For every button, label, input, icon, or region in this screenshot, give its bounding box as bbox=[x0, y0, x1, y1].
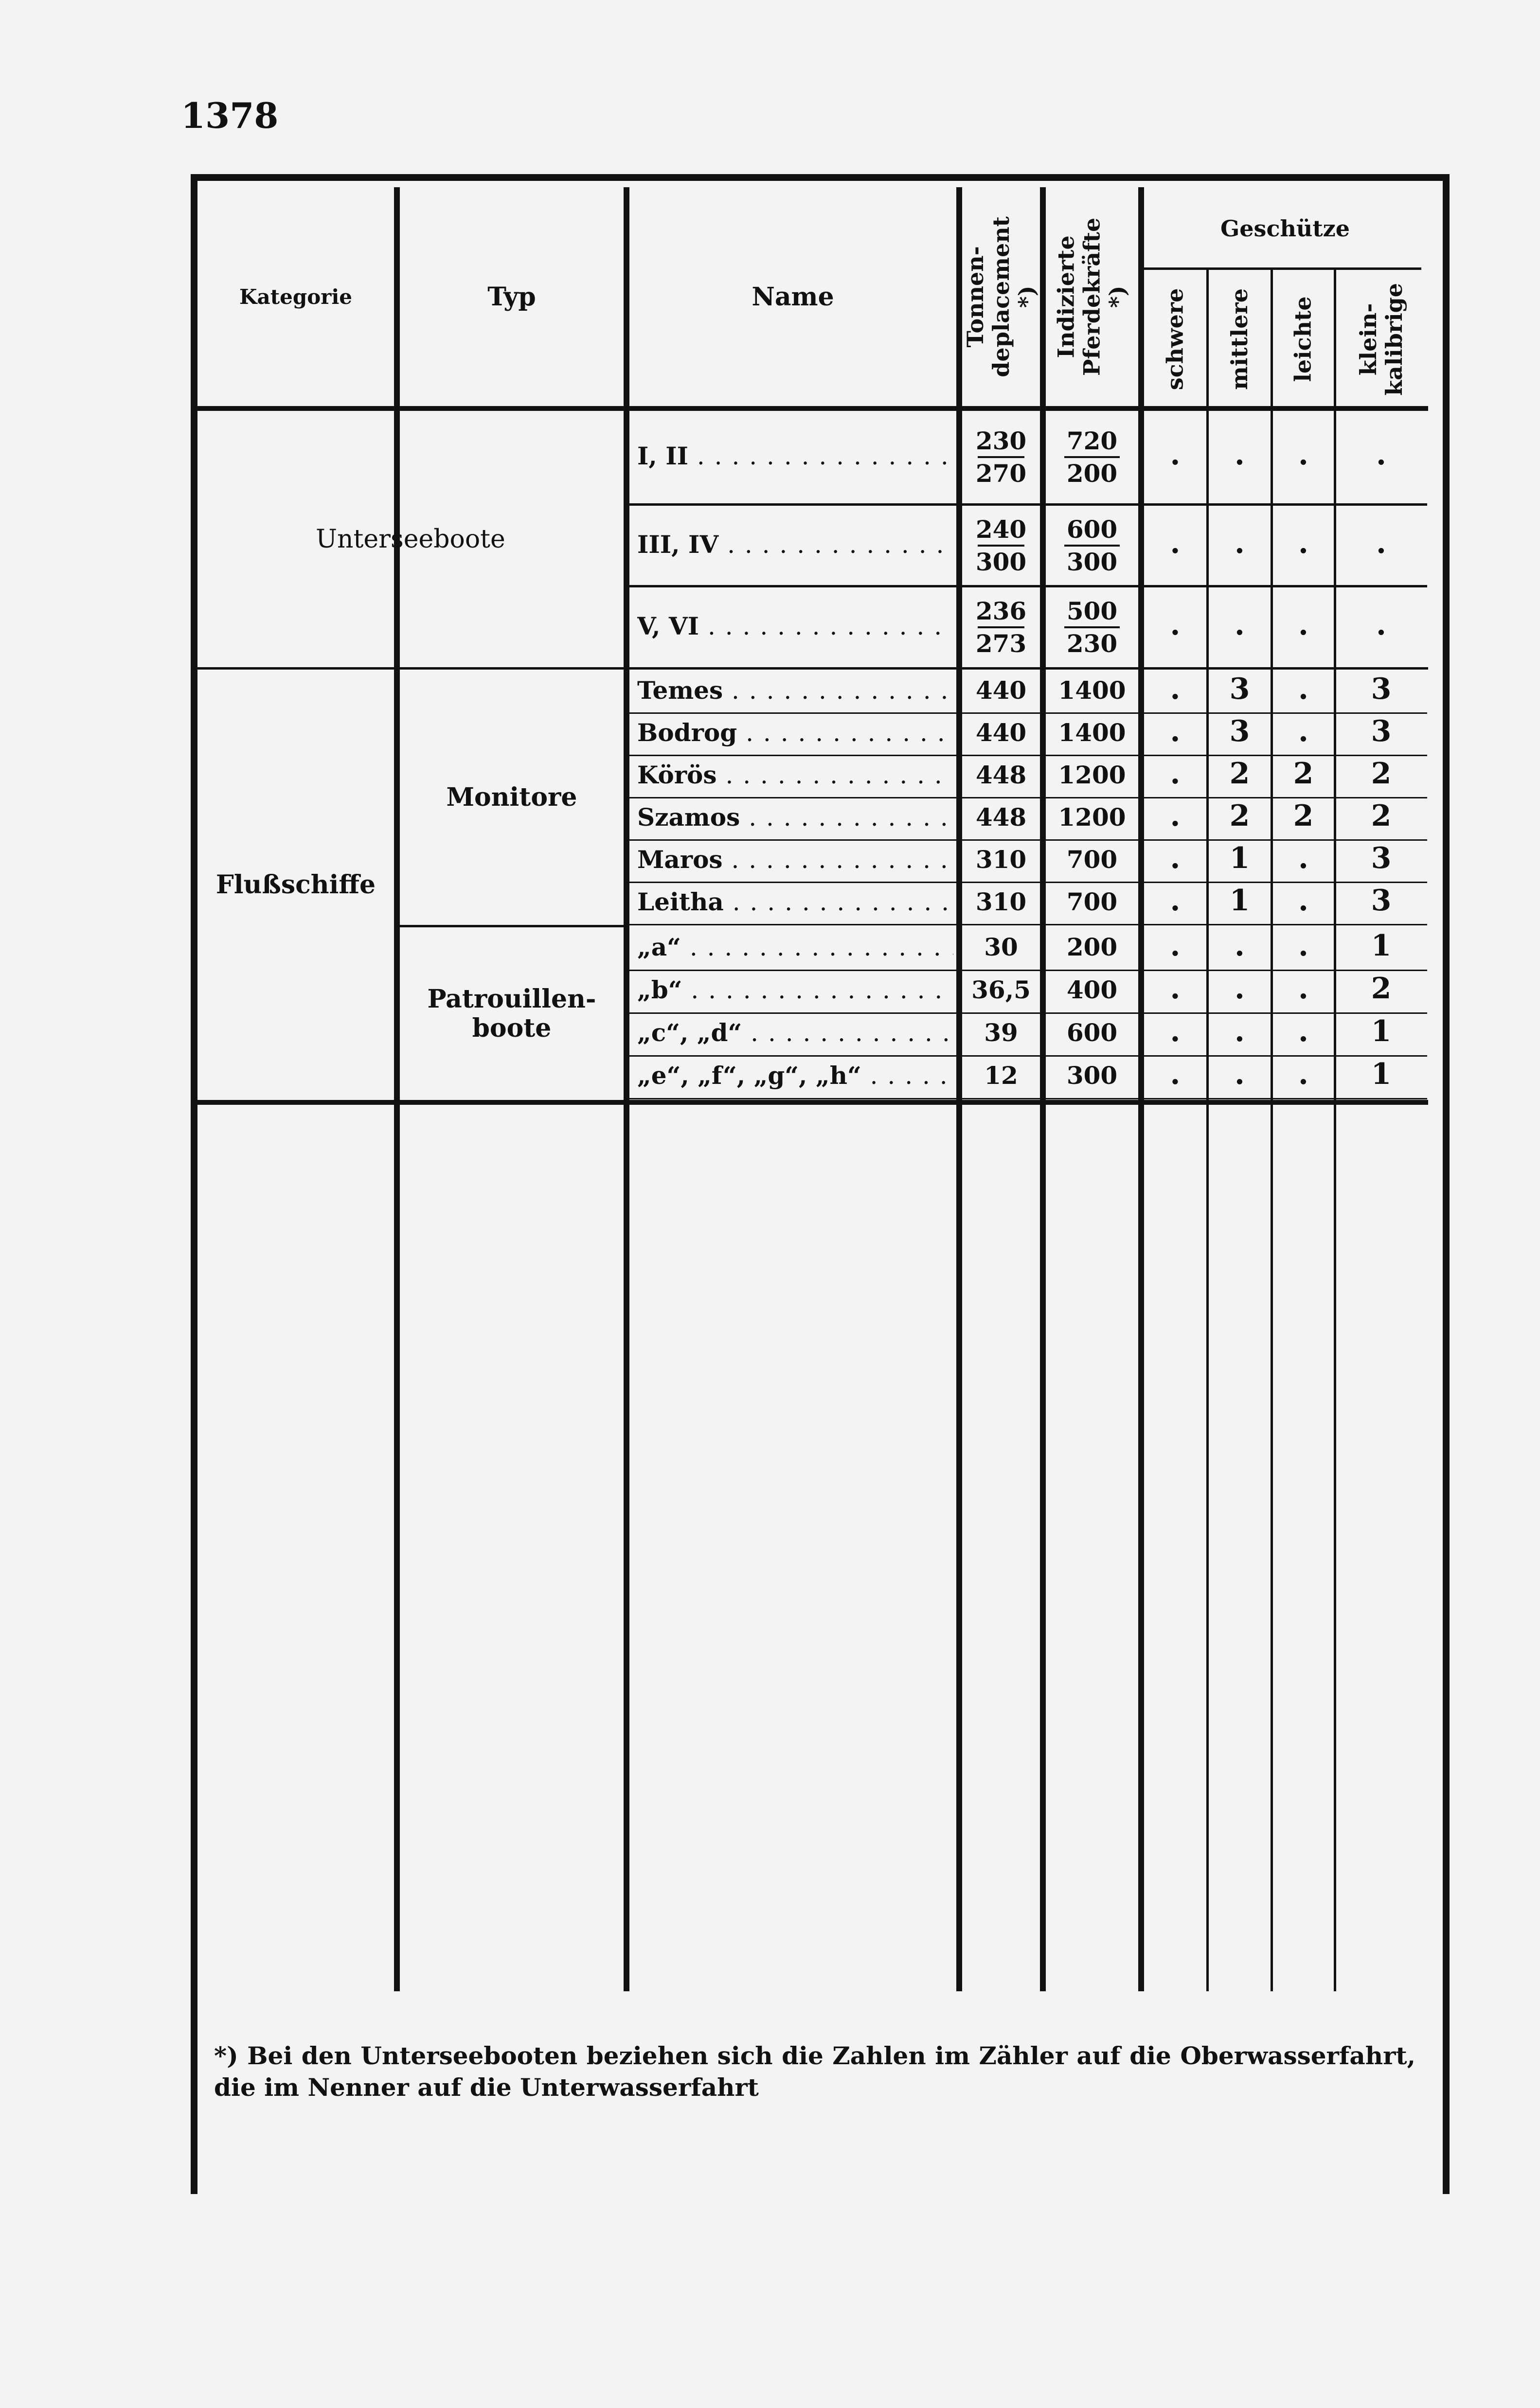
gun-count: . bbox=[1170, 884, 1181, 918]
header-kategorie: Kategorie bbox=[239, 284, 353, 309]
gun-count: . bbox=[1170, 714, 1181, 748]
row-rule bbox=[629, 839, 1427, 841]
pferde-value: 720 bbox=[1066, 426, 1118, 455]
ship-name: „e“, „f“, „g“, „h“ . . . bbox=[637, 1061, 953, 1090]
gun-count: . bbox=[1170, 608, 1181, 642]
ship-name: Körös . . . bbox=[637, 761, 953, 789]
ship-name: I, II . . . bbox=[637, 442, 953, 470]
tonnen-value: 448 bbox=[975, 803, 1027, 832]
gun-count: 2 bbox=[1371, 972, 1392, 1006]
pferde-value: 230 bbox=[1066, 629, 1118, 658]
ship-name: „b“ . . . bbox=[637, 975, 953, 1004]
tonnen-value: 39 bbox=[984, 1018, 1018, 1047]
gun-count: . bbox=[1170, 526, 1181, 560]
tonnen-value: 440 bbox=[975, 676, 1027, 705]
gun-count: 3 bbox=[1229, 672, 1250, 706]
row-rule bbox=[629, 712, 1427, 714]
gun-count: 3 bbox=[1371, 714, 1392, 748]
tonnen-value: 440 bbox=[975, 718, 1027, 747]
tonnen-value: 12 bbox=[984, 1061, 1018, 1090]
fraction-bar bbox=[1064, 456, 1120, 458]
tonnen-value: 36,5 bbox=[971, 975, 1031, 1004]
pferde-value: 600 bbox=[1066, 1018, 1118, 1047]
pferde-value: 1200 bbox=[1058, 761, 1126, 789]
pferde-value: 700 bbox=[1066, 887, 1118, 916]
category-unterseeboote: Unterseeboote bbox=[316, 524, 505, 554]
pferde-value: 300 bbox=[1066, 547, 1118, 576]
gun-count: . bbox=[1376, 438, 1386, 472]
pferde-fraction bbox=[1046, 506, 1138, 585]
gun-count: 3 bbox=[1371, 884, 1392, 918]
ship-name: Leitha . . . bbox=[637, 887, 953, 916]
pferde-value: 700 bbox=[1066, 845, 1118, 874]
ship-name: „a“ . . . bbox=[637, 933, 953, 961]
gun-count: . bbox=[1170, 757, 1181, 791]
header-tonnen: Tonnen- deplacement *) bbox=[962, 216, 1040, 377]
ship-name: III, IV . . . bbox=[637, 530, 953, 559]
col-divider-pferde bbox=[1138, 187, 1144, 1991]
fraction-bar bbox=[1064, 545, 1120, 547]
gun-count: . bbox=[1170, 1057, 1181, 1091]
pferde-value: 1400 bbox=[1058, 718, 1126, 747]
gun-count: . bbox=[1235, 608, 1245, 642]
gun-count: . bbox=[1298, 608, 1308, 642]
pferde-value: 500 bbox=[1066, 597, 1118, 625]
gun-count: 1 bbox=[1371, 1014, 1392, 1048]
ship-name: Bodrog . . . bbox=[637, 718, 953, 747]
gun-count: 2 bbox=[1371, 757, 1392, 791]
gun-count: 1 bbox=[1371, 929, 1392, 963]
tonnen-value: 310 bbox=[975, 887, 1027, 916]
header-rule bbox=[197, 406, 1428, 411]
header-klein: klein- kalibrige bbox=[1355, 283, 1407, 396]
pferde-value: 1200 bbox=[1058, 803, 1126, 832]
ship-name: Szamos . . . bbox=[637, 803, 953, 832]
tonnen-value: 300 bbox=[975, 547, 1027, 576]
pferde-value: 1400 bbox=[1058, 676, 1126, 705]
ship-name: V, VI . . . bbox=[637, 612, 953, 640]
row-rule bbox=[629, 797, 1427, 798]
gun-count: . bbox=[1298, 438, 1308, 472]
tonnen-value: 273 bbox=[975, 629, 1027, 658]
gun-count: . bbox=[1170, 972, 1181, 1006]
gun-count: . bbox=[1170, 438, 1181, 472]
row-rule bbox=[629, 970, 1427, 971]
table-bottom-rule bbox=[197, 1100, 1428, 1105]
type-monitore: Monitore bbox=[446, 782, 577, 812]
header-typ: Typ bbox=[487, 282, 536, 312]
gun-count: . bbox=[1235, 972, 1245, 1006]
gun-count: . bbox=[1170, 929, 1181, 963]
tonnen-value: 448 bbox=[975, 761, 1027, 789]
col-divider-typ bbox=[624, 187, 629, 1991]
geschuetze-underline bbox=[1144, 267, 1421, 270]
pferde-value: 200 bbox=[1066, 459, 1118, 488]
col-divider-tonnen bbox=[1040, 187, 1046, 1991]
tonnen-fraction bbox=[962, 411, 1040, 503]
header-mittlere: mittlere bbox=[1226, 288, 1253, 390]
category-flussschiffe: Flußschiffe bbox=[215, 870, 376, 900]
ship-name: Temes . . . bbox=[637, 676, 953, 705]
header-schwere: schwere bbox=[1162, 288, 1188, 390]
pferde-value: 200 bbox=[1066, 933, 1118, 961]
gun-count: 2 bbox=[1293, 799, 1314, 833]
gun-count: . bbox=[1298, 841, 1308, 875]
gun-count: 3 bbox=[1371, 841, 1392, 875]
gun-count: 1 bbox=[1229, 841, 1250, 875]
tonnen-fraction bbox=[962, 506, 1040, 585]
fraction-bar bbox=[978, 545, 1024, 547]
col-divider-name bbox=[956, 187, 962, 1991]
tonnen-value: 230 bbox=[975, 426, 1027, 455]
tonnen-value: 270 bbox=[975, 459, 1027, 488]
gun-count: . bbox=[1298, 714, 1308, 748]
gun-count: . bbox=[1298, 526, 1308, 560]
gun-count: . bbox=[1235, 438, 1245, 472]
gun-count: 3 bbox=[1371, 672, 1392, 706]
fraction-bar bbox=[978, 456, 1024, 458]
pferde-value: 400 bbox=[1066, 975, 1118, 1004]
fraction-bar bbox=[1064, 626, 1120, 628]
row-rule bbox=[629, 1012, 1427, 1014]
ship-name: „c“, „d“ . . . bbox=[637, 1018, 953, 1047]
row-rule bbox=[629, 755, 1427, 756]
gun-count: . bbox=[1376, 526, 1386, 560]
gun-count: . bbox=[1235, 1057, 1245, 1091]
page-number: 1378 bbox=[181, 95, 279, 136]
tonnen-value: 310 bbox=[975, 845, 1027, 874]
gun-count: . bbox=[1170, 841, 1181, 875]
ship-name: Maros . . . bbox=[637, 845, 953, 874]
tonnen-value: 240 bbox=[975, 514, 1027, 544]
type-patrouillen: Patrouillen- boote bbox=[427, 984, 596, 1043]
gun-count: . bbox=[1298, 672, 1308, 706]
header-pferde: Indizierte Pferdekräfte *) bbox=[1053, 217, 1131, 376]
gun-count: . bbox=[1235, 1014, 1245, 1048]
gun-count: 2 bbox=[1371, 799, 1392, 833]
gun-count: . bbox=[1298, 1057, 1308, 1091]
gun-count: 1 bbox=[1371, 1057, 1392, 1091]
tonnen-fraction bbox=[962, 587, 1040, 667]
header-geschuetze: Geschütze bbox=[1220, 215, 1350, 242]
tonnen-value: 30 bbox=[984, 933, 1018, 961]
pferde-fraction bbox=[1046, 587, 1138, 667]
gun-count: 2 bbox=[1229, 757, 1250, 791]
gun-count: . bbox=[1298, 929, 1308, 963]
gun-count: . bbox=[1170, 672, 1181, 706]
gun-count: 2 bbox=[1293, 757, 1314, 791]
gun-count: . bbox=[1298, 972, 1308, 1006]
gun-count: . bbox=[1235, 929, 1245, 963]
pferde-value: 600 bbox=[1066, 514, 1118, 544]
pferde-value: 300 bbox=[1066, 1061, 1118, 1090]
fraction-bar bbox=[978, 626, 1024, 628]
gun-count: . bbox=[1170, 799, 1181, 833]
row-rule bbox=[629, 882, 1427, 883]
tonnen-value: 236 bbox=[975, 597, 1027, 625]
row-rule bbox=[629, 1055, 1427, 1057]
gun-count: . bbox=[1298, 884, 1308, 918]
gun-count: 2 bbox=[1229, 799, 1250, 833]
gun-count: . bbox=[1376, 608, 1386, 642]
gun-count: 1 bbox=[1229, 884, 1250, 918]
row-rule bbox=[629, 924, 1427, 925]
gun-count: . bbox=[1235, 526, 1245, 560]
header-name: Name bbox=[752, 282, 834, 312]
row-rule bbox=[629, 1098, 1427, 1099]
footnote: *) Bei den Unterseebooten beziehen sich die Zahlen im Zähler auf die Oberwasserfahrt, die im Nenner auf die Unterwasserfahrt bbox=[214, 2041, 1415, 2102]
gun-count: 3 bbox=[1229, 714, 1250, 748]
header-leichte: leichte bbox=[1290, 296, 1317, 382]
gun-count: . bbox=[1170, 1014, 1181, 1048]
pferde-fraction bbox=[1046, 411, 1138, 503]
gun-count: . bbox=[1298, 1014, 1308, 1048]
